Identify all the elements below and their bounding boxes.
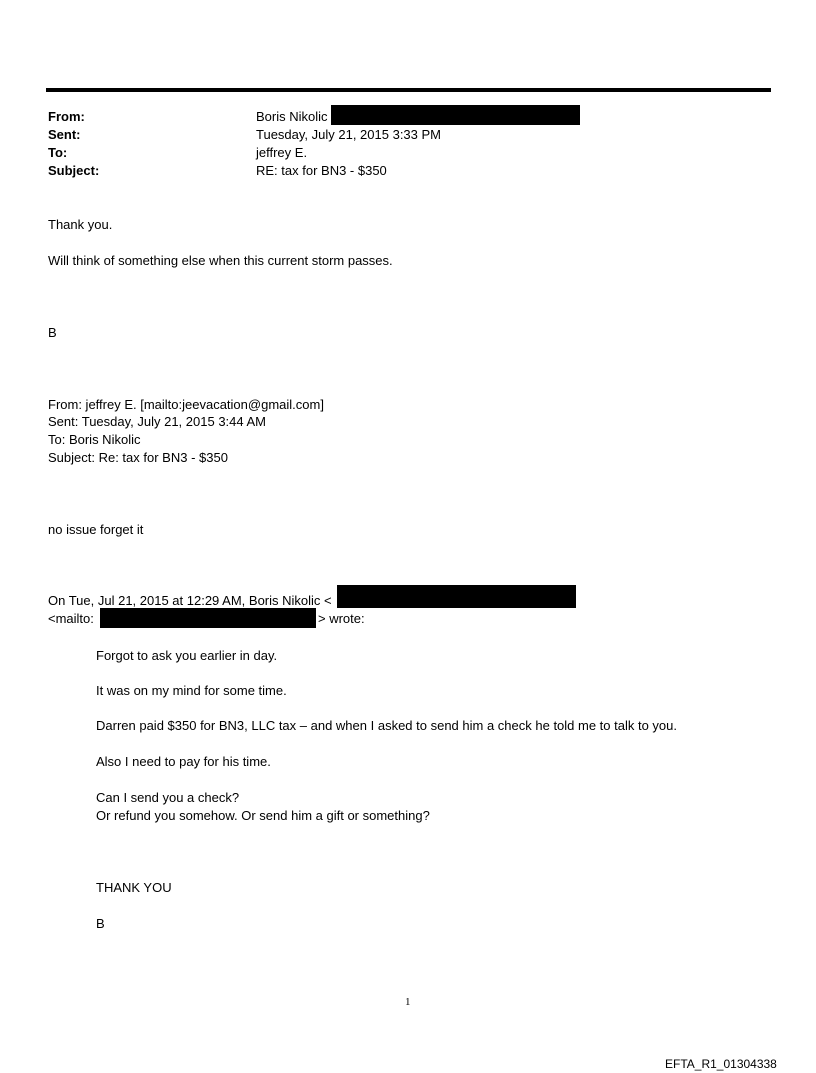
quoted-body: no issue forget it <box>48 522 144 537</box>
reply-line-1: Thank you. <box>48 217 113 232</box>
original-paragraph-3: Darren paid $350 for BN3, LLC tax – and when I asked to send him a check he told me to talk to you. <box>96 718 678 733</box>
attribution-mailto: <mailto: <box>48 611 94 626</box>
original-paragraph-1: Forgot to ask you earlier in day. <box>96 648 278 663</box>
from-label: From: <box>48 109 85 124</box>
redaction-block <box>100 608 316 628</box>
from-value: Boris Nikolic <box>256 109 328 124</box>
reply-line-2: Will think of something else when this current storm passes. <box>48 253 393 268</box>
quoted-sent: Sent: Tuesday, July 21, 2015 3:44 AM <box>48 414 267 429</box>
original-paragraph-5a: Can I send you a check? <box>96 790 240 805</box>
subject-label: Subject: <box>48 163 100 178</box>
page-number: 1 <box>405 996 411 1008</box>
quoted-from: From: jeffrey E. [mailto:jeevacation@gmail.com] <box>48 397 324 412</box>
header-rule <box>46 88 771 92</box>
redaction-block <box>331 105 580 125</box>
to-label: To: <box>48 145 68 160</box>
attribution-line-1: On Tue, Jul 21, 2015 at 12:29 AM, Boris Nikolic < <box>48 593 332 608</box>
quoted-subject: Subject: Re: tax for BN3 - $350 <box>48 450 228 465</box>
sent-value: Tuesday, July 21, 2015 3:33 PM <box>256 127 441 142</box>
quoted-to: To: Boris Nikolic <box>48 432 141 447</box>
document-id-footer: EFTA_R1_01304338 <box>665 1057 777 1071</box>
subject-value: RE: tax for BN3 - $350 <box>256 163 387 178</box>
original-paragraph-2: It was on my mind for some time. <box>96 683 287 698</box>
original-signature: B <box>96 916 105 931</box>
sent-label: Sent: <box>48 127 81 142</box>
reply-signature: B <box>48 325 57 340</box>
to-value: jeffrey E. <box>256 145 308 160</box>
original-paragraph-5b: Or refund you somehow. Or send him a gift or something? <box>96 808 430 823</box>
original-thank-you: THANK YOU <box>96 880 172 895</box>
original-paragraph-4: Also I need to pay for his time. <box>96 754 271 769</box>
redaction-block <box>337 585 576 608</box>
attribution-wrote: > wrote: <box>318 611 365 626</box>
